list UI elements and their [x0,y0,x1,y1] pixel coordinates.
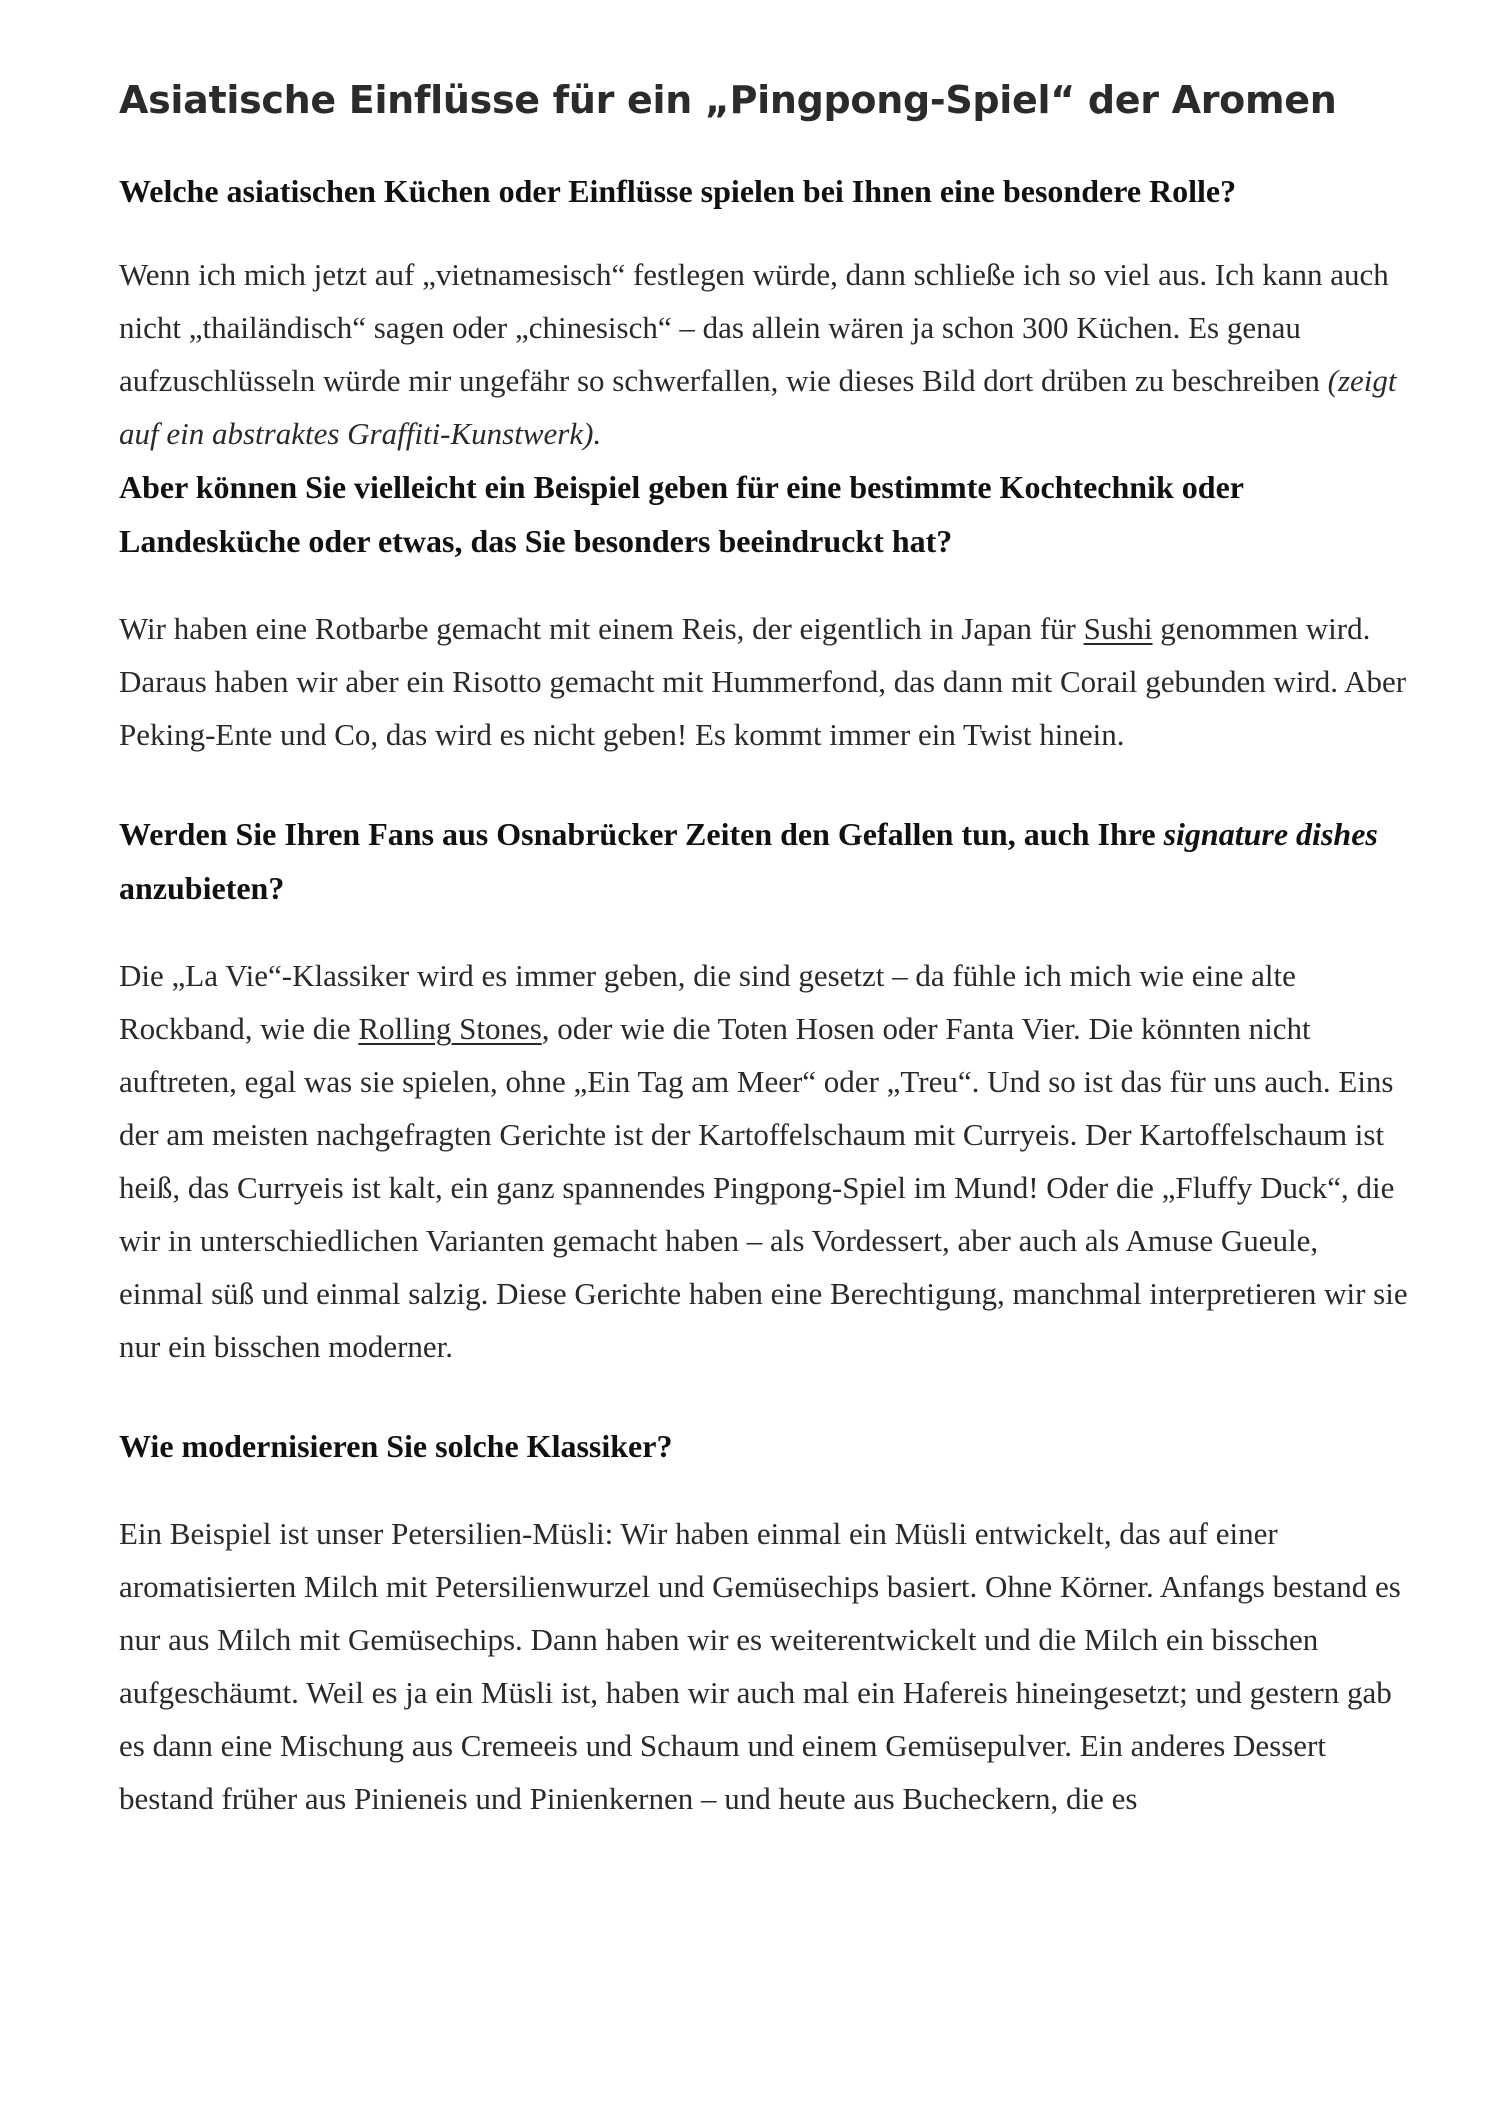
sushi-link[interactable]: Sushi [1083,611,1153,646]
answer-2-text-start: Wir haben eine Rotbarbe gemacht mit einem Reis, der eigentlich in Japan für [119,611,1084,646]
question-3-text-end: anzubieten? [119,870,285,906]
question-3 [119,807,1409,915]
article [119,70,1409,1825]
answer-3-text-start: Die „La Vie“-Klassiker wird es immer geben, die sind gesetzt – da fühle ich mich wie eine alte Rockband, wie die [119,958,1296,1046]
spacer [119,1373,1409,1419]
question-1: Welche asiatischen Küchen oder Einflüsse spielen bei Ihnen eine besondere Rolle? [119,173,1237,209]
article-title: Asiatische Einflüsse für ein „Pingpong-Spiel“ der Aromen [119,78,1337,122]
question-3-text-start: Werden Sie Ihren Fans aus Osnabrücker Zeiten den Gefallen tun, auch Ihre [119,816,1164,852]
answer-3 [119,949,1409,1373]
spacer [119,568,1409,602]
spacer [119,218,1409,248]
answer-1-stage-direction: (zeigt auf ein abstraktes Graffiti-Kunstwerk). [119,363,1397,451]
spacer [119,761,1409,807]
question-3-italic: signature dishes [1163,816,1378,852]
question-4: Wie modernisieren Sie solche Klassiker? [119,1428,673,1464]
spacer [119,1473,1409,1507]
answer-1 [119,248,1409,460]
answer-1-text: Wenn ich mich jetzt auf „vietnamesisch“ festlegen würde, dann schließe ich so viel aus. Ich kann auch nicht „thailändisch“ sagen oder „chinesisch“ – das allein wären ja schon 300 Küchen. Es genau aufzuschlüsseln würde mir ungefähr so schwerfallen, wie dieses Bild dort drüben zu beschreiben [119,257,1389,398]
answer-4: Ein Beispiel ist unser Petersilien-Müsli: Wir haben einmal ein Müsli entwickelt, das auf einer aromatisierten Milch mit Petersilienwurzel und Gemüsechips basiert. Ohne Körner. Anfangs bestand es nur aus Milch mit Gemüsechips. Dann haben wir es weiterentwickelt und die Milch ein bisschen aufgeschäumt. Weil es ja ein Müsli ist, haben wir auch mal ein Hafereis hineingesetzt; und gestern gab es dann eine Mischung aus Cremeeis und Schaum und einem Gemüsepulver. Ein anderes Dessert bestand früher aus Pinieneis und Pinienkernen – und heute aus Bucheckern, die es [119,1516,1401,1816]
question-2: Aber können Sie vielleicht ein Beispiel geben für eine bestimmte Kochtechnik oder Landesküche oder etwas, das Sie besonders beeindruckt hat? [119,469,1244,559]
answer-3-text-end: , oder wie die Toten Hosen oder Fanta Vier. Die könnten nicht auftreten, egal was sie spielen, ohne „Ein Tag am Meer“ oder „Treu“. Und so ist das für uns auch. Eins der am meisten nachgefragten Gerichte ist der Kartoffelschaum mit Curryeis. Der Kartoffelschaum ist heiß, das Curryeis ist kalt, ein ganz spannendes Pingpong-Spiel im Mund! Oder die „Fluffy Duck“, die wir in unterschiedlichen Varianten gemacht haben – als Vordessert, aber auch als Amuse Gueule, einmal süß und einmal salzig. Diese Gerichte haben eine Berechtigung, manchmal interpretieren wir sie nur ein bisschen moderner. [119,1011,1408,1364]
rolling-stones-link[interactable]: Rolling Stones [358,1011,542,1046]
answer-2 [119,602,1409,761]
spacer [119,915,1409,949]
answer-2-text-end: genommen wird. Daraus haben wir aber ein Risotto gemacht mit Hummerfond, das dann mit Corail gebunden wird. Aber Peking-Ente und Co, das wird es nicht geben! Es kommt immer ein Twist hinein. [119,611,1407,752]
